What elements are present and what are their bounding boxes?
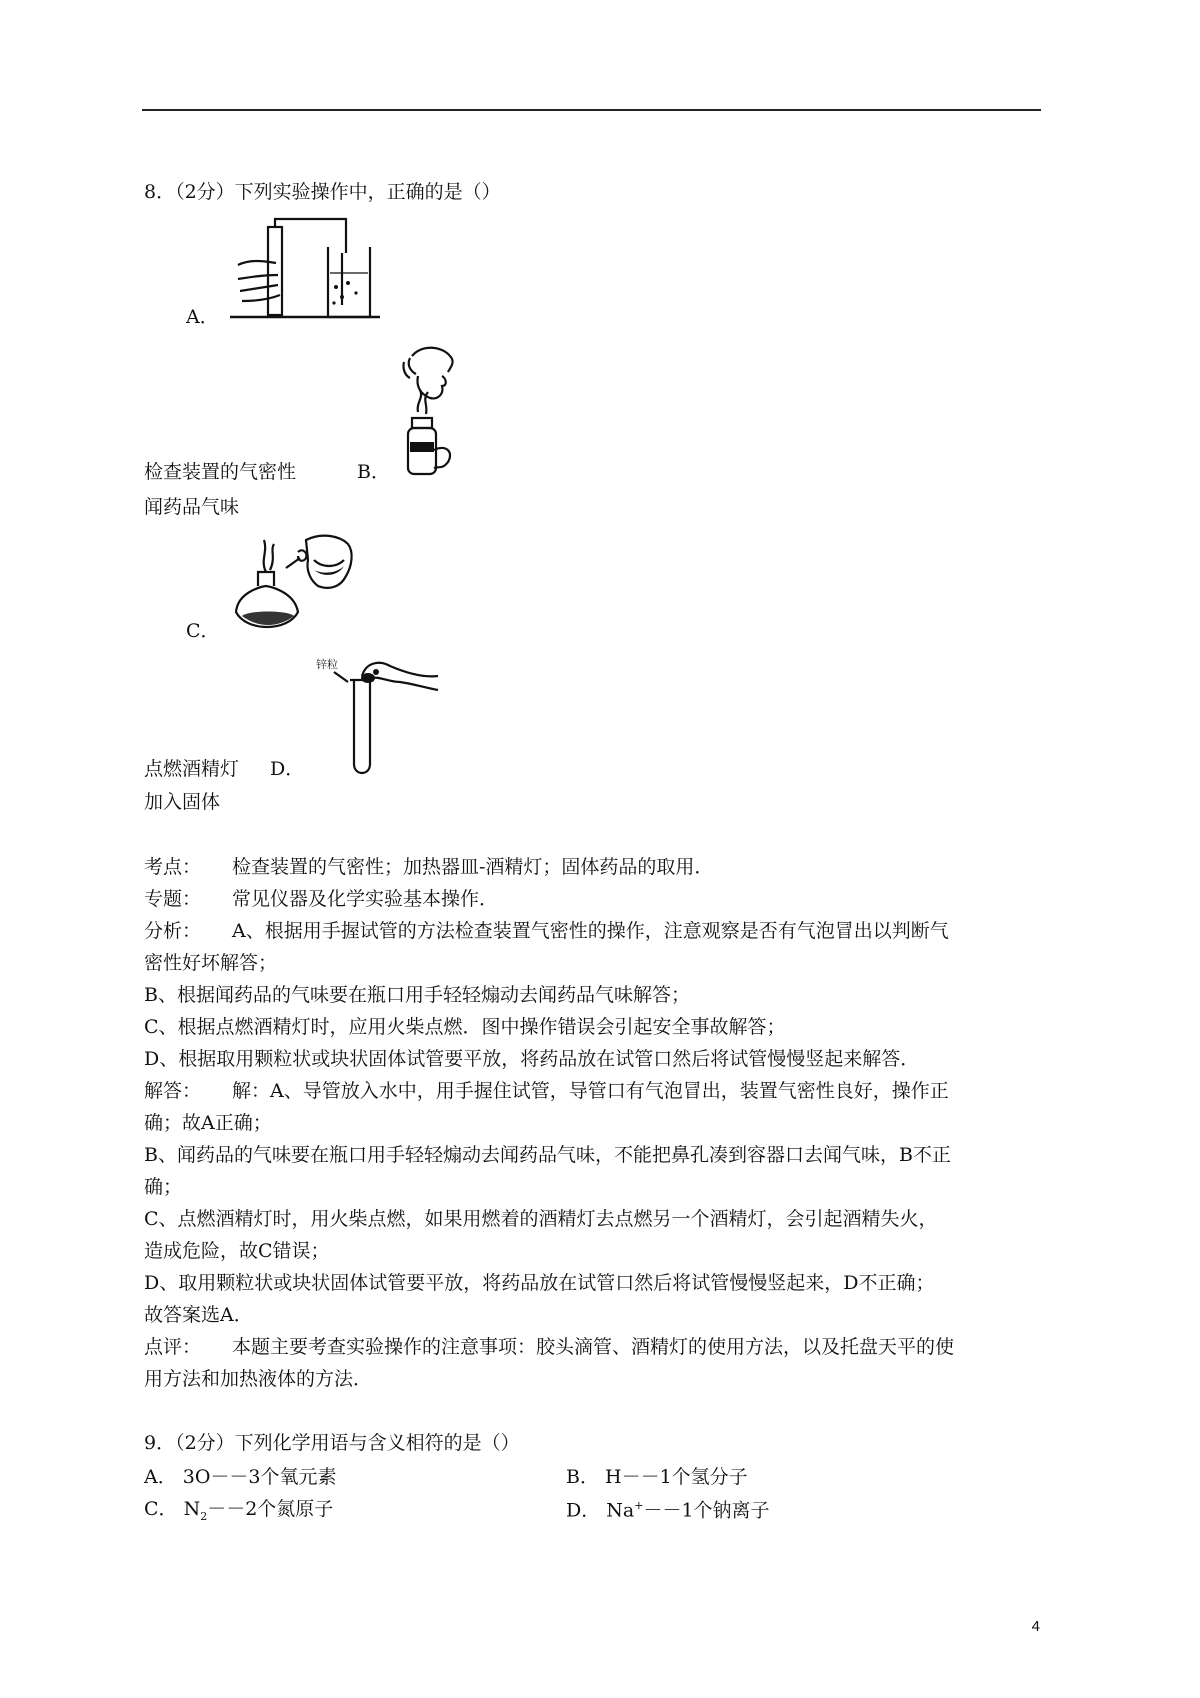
q8-option-a-caption: 检查装置的气密性 <box>144 461 297 483</box>
fenxi-c: C、根据点燃酒精灯时，应用火柴点燃．图中操作错误会引起安全事故解答； <box>144 1016 786 1038</box>
dianping-line-2: 用方法和加热液体的方法． <box>144 1368 373 1390</box>
q8-option-b-label: B． <box>357 461 390 483</box>
jieda-c-line-2: 造成危险，故C错误； <box>144 1240 330 1262</box>
dianping-line-1: 本题主要考查实验操作的注意事项：胶头滴管、酒精灯的使用方法，以及托盘天平的使 <box>232 1336 955 1358</box>
zhuanti-text: 常见仪器及化学实验基本操作． <box>232 888 499 910</box>
jieda-b-line-1: B、闻药品的气味要在瓶口用手轻轻煽动去闻药品气味，不能把鼻孔凑到容器口去闻气味，B不正 <box>144 1144 951 1166</box>
fenxi-d: D、根据取用颗粒状或块状固体试管要平放，将药品放在试管口然后将试管慢慢竖起来解答． <box>144 1048 920 1070</box>
answer: 故答案选A． <box>144 1304 253 1326</box>
q9-option-c-post: －－2个氮原子 <box>207 1498 334 1520</box>
jieda-c-line-1: C、点燃酒精灯时，用火柴点燃，如果用燃着的酒精灯去点燃另一个酒精灯，会引起酒精失火， <box>144 1208 938 1230</box>
jieda-d: D、取用颗粒状或块状固体试管要平放，将药品放在试管口然后将试管慢慢竖起来，D不正确； <box>144 1272 935 1294</box>
smelling-chemical-figure <box>398 342 478 482</box>
q9-option-d-post: －－1个钠离子 <box>643 1499 770 1522</box>
page-number: 4 <box>1031 1618 1040 1635</box>
alcohol-lamp-figure <box>228 530 364 642</box>
q9-option-c-sub: 2 <box>200 1509 208 1523</box>
q9-option-c-pre: C． N <box>144 1498 201 1520</box>
q8-option-d-label: D． <box>270 758 305 780</box>
q9-option-d-pre: D． Na <box>566 1499 635 1522</box>
q9-option-d-sup: + <box>634 1499 644 1512</box>
q8-stem: 8．（2分）下列实验操作中，正确的是（） <box>144 181 501 203</box>
q9-stem: 9．（2分）下列化学用语与含义相符的是（） <box>144 1432 520 1454</box>
jieda-line-1: 解：A、导管放入水中，用手握住试管，导管口有气泡冒出，装置气密性良好，操作正 <box>232 1080 949 1102</box>
q8-option-b-caption: 闻药品气味 <box>144 496 240 518</box>
kaodian-label: 考点： <box>144 856 202 878</box>
q9-option-b: B． H－－1个氢分子 <box>566 1466 748 1488</box>
kaodian-text: 检查装置的气密性；加热器皿-酒精灯；固体药品的取用． <box>232 856 714 878</box>
jieda-line-2: 确；故A正确； <box>144 1112 272 1134</box>
fenxi-b: B、根据闻药品的气味要在瓶口用手轻轻煽动去闻药品气味解答； <box>144 984 690 1006</box>
dianping-label: 点评： <box>144 1336 202 1358</box>
zhuanti-label: 专题： <box>144 888 202 910</box>
q8-option-c-caption: 点燃酒精灯 <box>144 758 240 780</box>
fenxi-label: 分析： <box>144 920 202 942</box>
header-rule <box>142 109 1041 111</box>
q8-option-a-label: A． <box>186 306 219 328</box>
fenxi-line-1: A、根据用手握试管的方法检查装置气密性的操作，注意观察是否有气泡冒出以判断气 <box>232 920 949 942</box>
jieda-b-line-2: 确； <box>144 1176 183 1198</box>
q8-option-d-caption: 加入固体 <box>144 791 221 813</box>
q8-option-c-label: C． <box>186 620 220 642</box>
airtightness-check-figure <box>230 213 390 323</box>
q9-option-a: A． 3O－－3个氧元素 <box>144 1466 337 1488</box>
adding-solid-figure <box>314 652 448 780</box>
fenxi-line-2: 密性好坏解答； <box>144 952 278 974</box>
jieda-label: 解答： <box>144 1080 202 1102</box>
q9-option-c <box>144 1500 333 1522</box>
zinc-granules-label: 锌粒 <box>316 658 338 671</box>
q9-option-d <box>566 1500 770 1520</box>
